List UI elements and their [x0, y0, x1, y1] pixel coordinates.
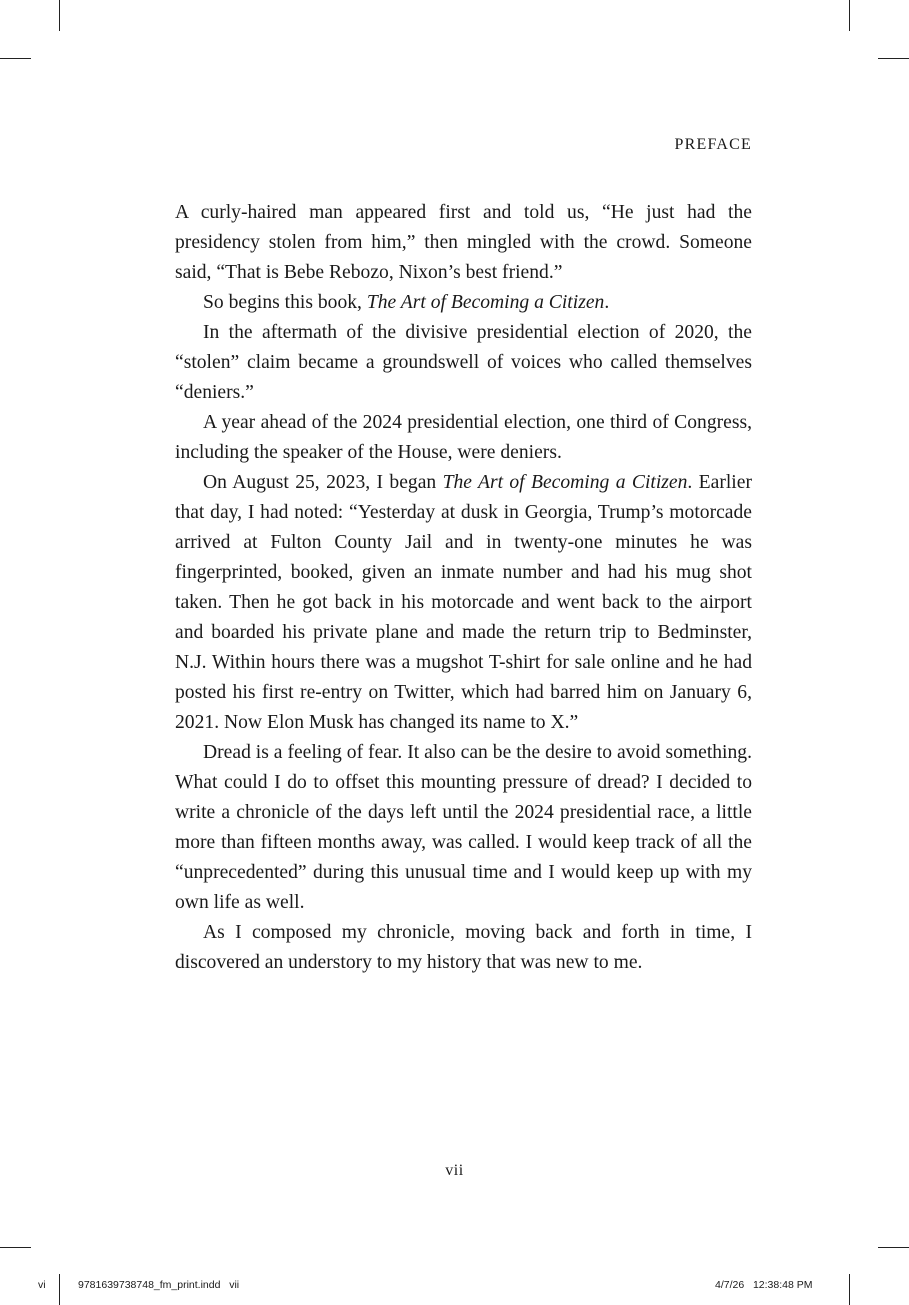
paragraph-4: A year ahead of the 2024 presidential election, one third of Congress, including the speaker of the House, were deniers. [175, 412, 752, 463]
paragraph-2: So begins this book, The Art of Becoming a Citizen. [203, 292, 610, 313]
paragraph-1: A curly-haired man appeared first and told us, “He just had the presidency stolen from him,” then mingled with the crowd. Someone said, “That is Bebe Rebozo, Nixon’s best friend.” [175, 202, 752, 283]
running-head: PREFACE [674, 136, 752, 153]
slug-left-mark: vi [38, 1279, 46, 1291]
crop-mark-left-lower [0, 1247, 31, 1248]
crop-mark-top-right [849, 0, 850, 31]
slug-filename: 9781639738748_fm_print.indd vii [78, 1279, 240, 1291]
slug-datetime: 4/7/26 12:38:48 PM [715, 1279, 813, 1291]
crop-mark-bottom-left [59, 1274, 60, 1305]
body-text [175, 198, 752, 978]
book-title: The Art of Becoming a Citizen [442, 472, 688, 493]
crop-mark-top-left [59, 0, 60, 31]
paragraph-5: On August 25, 2023, I began The Art of Becoming a Citizen. Earlier that day, I had noted: “Yesterday at dusk in Georgia, Trump’s motorcade arrived at Fulton County Jail and in twenty-one minutes he was fingerprinted, booked, given an inmate number and had his mug shot taken. Then he got back in his motorcade and went back to the airport and boarded his private plane and made the return trip to Bedminster, N.J. Within hours there was a mugshot T-shirt for sale online and he had posted his first re-entry on Twitter, which had barred him on January 6, 2021. Now Elon Musk has changed its name to X.” [175, 472, 752, 733]
page-number: vii [445, 1162, 464, 1179]
crop-mark-right-upper [878, 58, 909, 59]
crop-mark-right-lower [878, 1247, 909, 1248]
crop-mark-bottom-right [849, 1274, 850, 1305]
paragraph-3: In the aftermath of the divisive presidential election of 2020, the “stolen” claim became a groundswell of voices who called themselves “deniers.” [175, 322, 752, 403]
paragraph-7: As I composed my chronicle, moving back and forth in time, I discovered an understory to my history that was new to me. [175, 922, 752, 973]
crop-mark-left-upper [0, 58, 31, 59]
paragraph-6: Dread is a feeling of fear. It also can be the desire to avoid something. What could I do to offset this mounting pressure of dread? I decided to write a chronicle of the days left until the 2024 presidential race, a little more than fifteen months away, was called. I would keep track of all the “unprecedented” during this unusual time and I would keep up with my own life as well. [175, 742, 752, 913]
book-title: The Art of Becoming a Citizen [366, 292, 605, 313]
